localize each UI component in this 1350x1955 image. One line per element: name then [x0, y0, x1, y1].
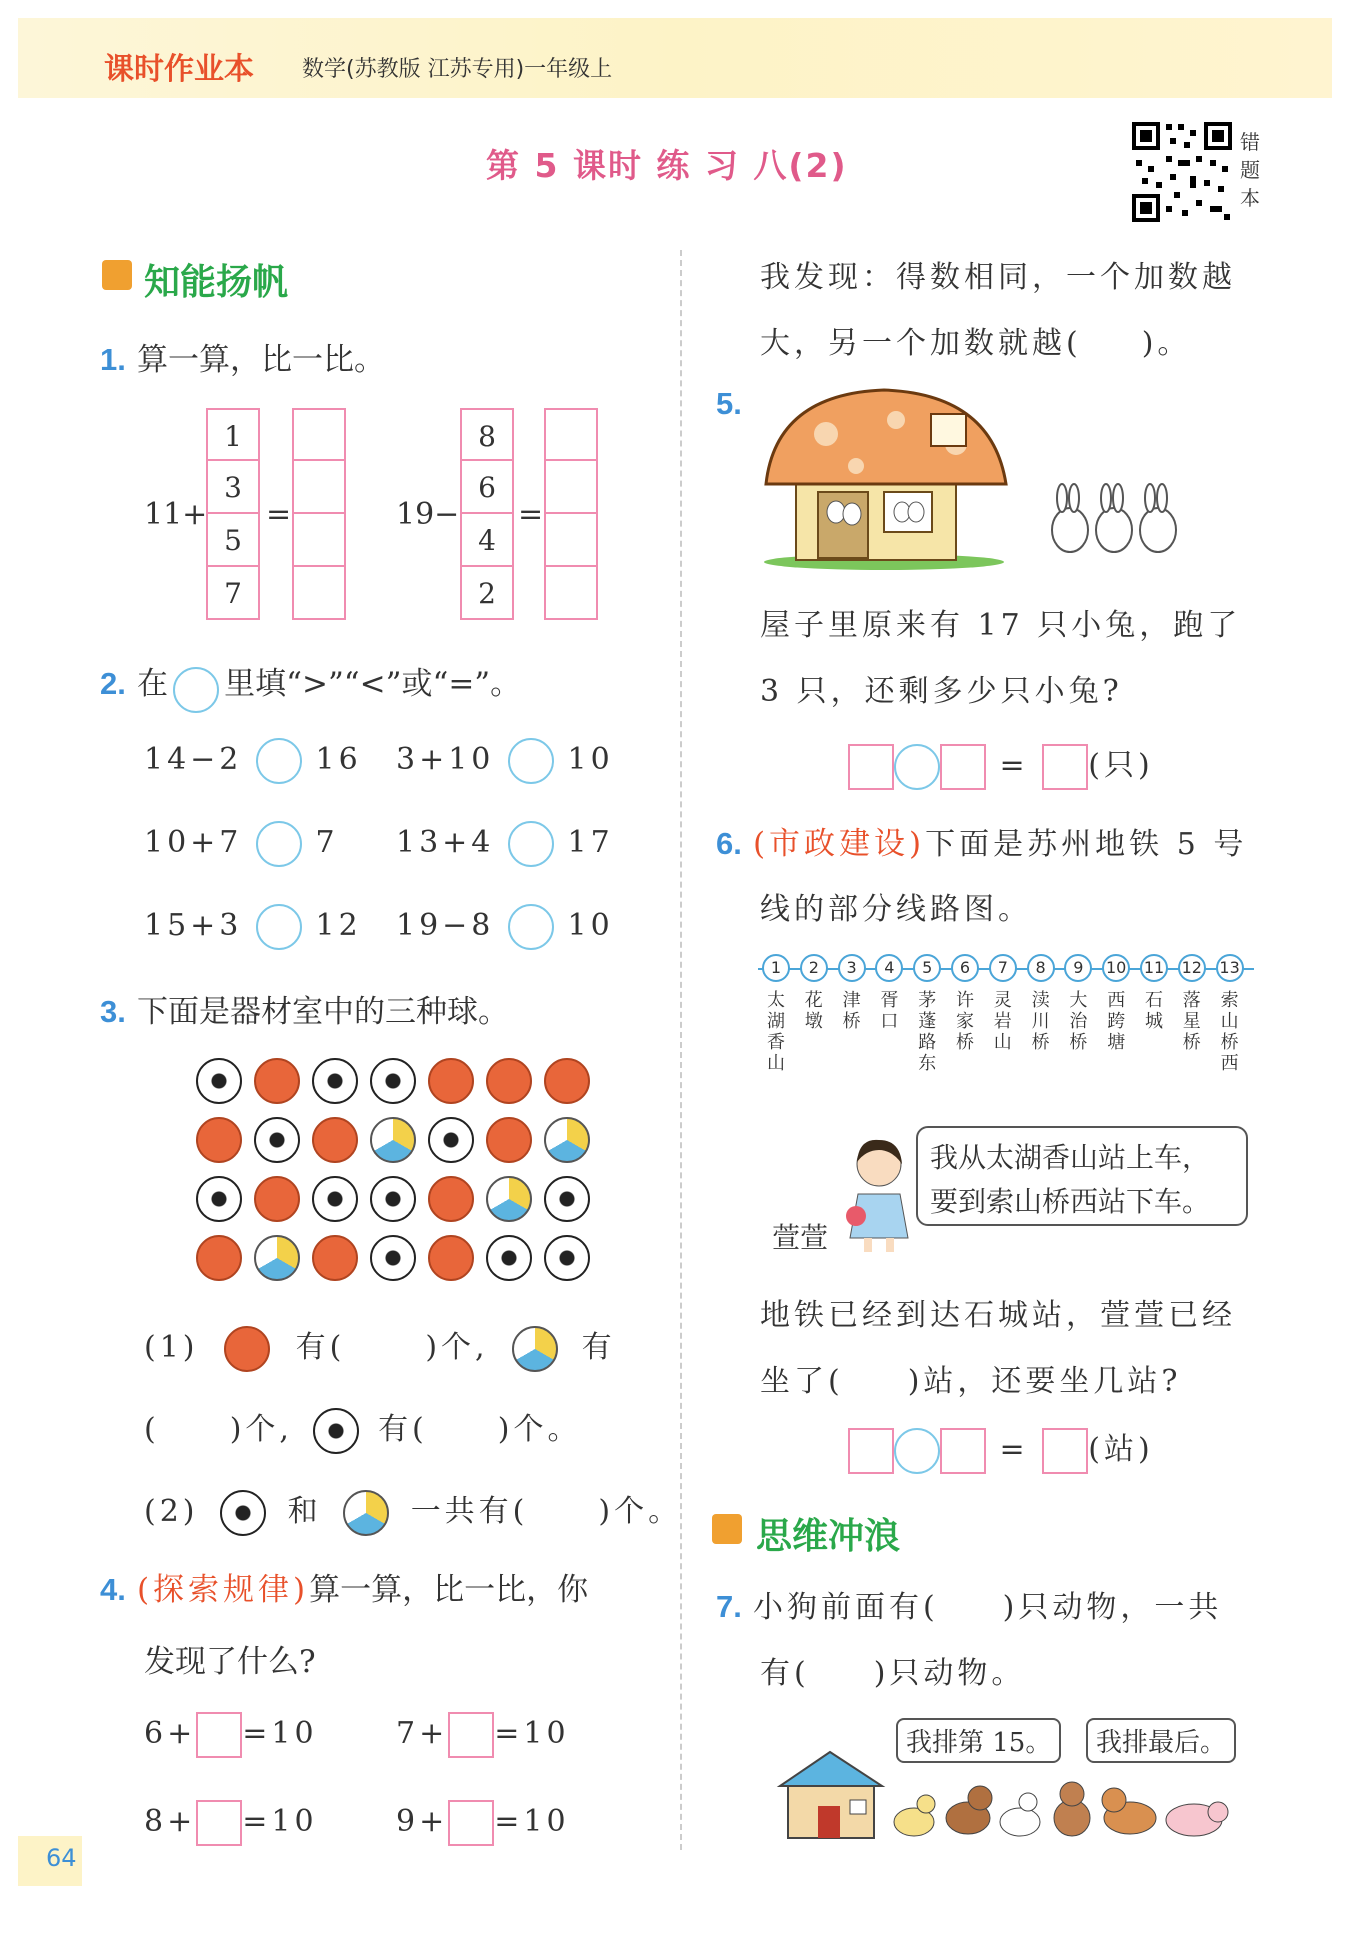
qr-label: 错题本: [1240, 130, 1260, 210]
volleyball-icon: [512, 1326, 558, 1372]
speech-line-1: 我从太湖香山站上车，: [930, 1141, 1211, 1174]
q4-finding-a: 我发现：得数相同，一个加数越: [760, 260, 1236, 295]
soccer-ball-icon: [312, 1058, 358, 1104]
header-subtitle: 数学(苏教版 江苏专用)一年级上: [302, 57, 613, 82]
ball-grid: [196, 1058, 596, 1298]
q4-answer-box[interactable]: [196, 1800, 242, 1846]
q3-p1-b: 有(: [295, 1330, 346, 1365]
q5-text-b: 3 只，还剩多少只小兔?: [760, 674, 1123, 709]
q2-item-right: 10: [567, 742, 614, 777]
q2-compare-circle[interactable]: [256, 738, 302, 784]
station-name: 许家桥: [956, 990, 974, 1053]
q7-prompt: [716, 1582, 1222, 1626]
q2-compare-circle[interactable]: [256, 904, 302, 950]
q2-compare-circle[interactable]: [508, 904, 554, 950]
basketball-icon: [224, 1326, 270, 1372]
soccer-ball-icon: [254, 1117, 300, 1163]
header-brand: 课时作业本: [104, 52, 254, 87]
station-number: 11: [1140, 954, 1168, 982]
station-number: 9: [1064, 954, 1092, 982]
q4-item: [396, 1800, 570, 1846]
q7-text-c: 有(: [760, 1656, 810, 1691]
q2-item-left: 15+3: [144, 908, 243, 943]
q6-equals: =: [999, 1432, 1029, 1467]
q4-item-b: =10: [242, 1804, 318, 1839]
animal-queue-illustration: [774, 1746, 1244, 1846]
q4-item-b: =10: [242, 1716, 318, 1751]
q5-text-a: 屋子里原来有 17 只小兔，跑了: [760, 608, 1242, 643]
q4-tag: (探索规律): [136, 1572, 310, 1608]
station-name: 大治桥: [1069, 990, 1088, 1053]
station-name: 西跨塘: [1107, 990, 1126, 1053]
q2-item-right: 10: [567, 908, 614, 943]
q3-p1-d: 有: [581, 1330, 616, 1365]
q6-text-e: )站，还要坐几站?: [907, 1364, 1182, 1399]
q1-right-value: 6: [460, 461, 514, 514]
station-number: 2: [800, 954, 828, 982]
metro-stations: [762, 954, 1252, 1104]
basketball-icon: [312, 1235, 358, 1281]
q6-text-c: 地铁已经到达石城站，萱萱已经: [760, 1298, 1236, 1333]
q4-item-a: 9+: [396, 1804, 449, 1839]
qr-code[interactable]: [1130, 120, 1234, 224]
q5-unit: (只): [1088, 748, 1154, 783]
q1-right-answer-column: [544, 408, 598, 620]
q2-item-left: 10+7: [144, 825, 243, 860]
q2-text-a: 在: [136, 666, 168, 702]
q2-text-b: 里填“>”“<”或“=”。: [224, 666, 522, 702]
q2-item-left: 19−8: [396, 908, 495, 943]
basketball-icon: [312, 1117, 358, 1163]
volleyball-icon: [544, 1117, 590, 1163]
q2-compare-circle[interactable]: [508, 821, 554, 867]
soccer-ball-icon: [196, 1058, 242, 1104]
q4-number: 4.: [100, 1572, 126, 1607]
station-number: 7: [989, 954, 1017, 982]
basketball-icon: [196, 1117, 242, 1163]
speech-line-2: 要到索山桥西站下车。: [930, 1185, 1211, 1218]
q4-answer-box[interactable]: [448, 1800, 494, 1846]
column-divider: [680, 250, 682, 1850]
q1-left-answer-column: [292, 408, 346, 620]
q6-text-a: 下面是苏州地铁 5 号: [925, 827, 1248, 862]
q1-right-base: 19−: [396, 497, 460, 532]
q5-equation: [848, 740, 1154, 790]
soccer-ball-icon: [370, 1235, 416, 1281]
station-name: 太湖香山: [767, 990, 785, 1074]
q2-item-right: 17: [567, 825, 614, 860]
station-name: 灵岩山: [993, 990, 1012, 1053]
q2-item-right: 7: [315, 825, 339, 860]
q2-item-right: 16: [315, 742, 362, 777]
q1-left-equals: =: [266, 497, 292, 532]
q1-answer-box[interactable]: [544, 514, 598, 567]
q2-item-left: 3+10: [396, 742, 495, 777]
station-name: 胥口: [880, 990, 899, 1032]
soccer-ball-icon: [220, 1490, 266, 1536]
basketball-icon: [428, 1235, 474, 1281]
q3-p2-c: 一共有(: [410, 1494, 529, 1529]
section-title-2: 思维冲浪: [756, 1516, 901, 1557]
q1-text: 算一算，比一比。: [136, 342, 385, 378]
soccer-ball-icon: [196, 1176, 242, 1222]
section-title-1: 知能扬帆: [144, 262, 289, 303]
q2-item-left: 14−2: [144, 742, 243, 777]
q5-answer-box[interactable]: [848, 744, 894, 790]
volleyball-icon: [343, 1490, 389, 1536]
q4-finding-line2: [760, 318, 1191, 362]
q4-item: [144, 1800, 318, 1846]
q2-item: [144, 738, 362, 784]
q1-right-value: 4: [460, 514, 514, 567]
q6-prompt: [716, 818, 1247, 863]
rabbits-illustration: [1042, 480, 1192, 570]
q3-p1-f: )个,: [229, 1412, 293, 1447]
q6-text-b: 线的部分线路图。: [760, 892, 1032, 927]
q2-item: [396, 904, 614, 950]
q4-answer-box[interactable]: [448, 1712, 494, 1758]
q1-right-equals: =: [518, 497, 544, 532]
station-name: 渎川桥: [1031, 990, 1050, 1053]
q3-p1-h: )个。: [497, 1412, 582, 1447]
station-name: 落星桥: [1182, 990, 1201, 1053]
q1-right-column: [460, 408, 514, 620]
station-number: 8: [1027, 954, 1055, 982]
q7-text-b: )只动物，一共: [1002, 1590, 1223, 1625]
station-number: 3: [838, 954, 866, 982]
q5-equals: =: [999, 748, 1029, 783]
q1-left-value: 3: [206, 461, 260, 514]
station-number: 12: [1178, 954, 1206, 982]
q1-answer-box[interactable]: [292, 514, 346, 567]
q2-item: [396, 738, 614, 784]
q3-prompt: [100, 986, 509, 1031]
basketball-icon: [428, 1058, 474, 1104]
basketball-icon: [254, 1058, 300, 1104]
q1-left-column: [206, 408, 260, 620]
q4-item: [144, 1712, 318, 1758]
q7-text-a: 小狗前面有(: [752, 1590, 939, 1625]
q2-compare-circle[interactable]: [508, 738, 554, 784]
station-number: 13: [1216, 954, 1244, 982]
soccer-ball-icon: [544, 1176, 590, 1222]
q3-p1-e: (: [144, 1412, 160, 1447]
q5-operator-circle[interactable]: [894, 744, 940, 790]
q7-number: 7.: [716, 1589, 742, 1624]
q2-item-right: 12: [315, 908, 362, 943]
q1-prompt: [100, 334, 385, 379]
q4-prompt: [100, 1564, 588, 1609]
q4-finding-c: )。: [1141, 326, 1192, 361]
page-number: 64: [46, 1844, 77, 1872]
q1-answer-box[interactable]: [544, 567, 598, 620]
volleyball-icon: [486, 1176, 532, 1222]
q3-p1-c: )个,: [425, 1330, 489, 1365]
q6-number: 6.: [716, 826, 742, 861]
q4-finding-b: 大，另一个加数就越(: [760, 326, 1082, 361]
mushroom-house-illustration: [756, 384, 1016, 574]
q5-answer-box[interactable]: [1042, 744, 1088, 790]
station-number: 4: [875, 954, 903, 982]
q6-text-line: [760, 1356, 1182, 1400]
q4-item-a: 6+: [144, 1716, 197, 1751]
q6-unit: (站): [1088, 1432, 1154, 1467]
station-name: 石城: [1145, 990, 1163, 1032]
soccer-ball-icon: [312, 1176, 358, 1222]
q1-left-base: 11+: [144, 497, 208, 532]
girl-illustration: [834, 1134, 924, 1254]
q3-part2-label: (2): [144, 1494, 199, 1529]
station-name: 津桥: [842, 990, 861, 1032]
q1-left-value: 5: [206, 514, 260, 567]
q4-text-b: 发现了什么?: [144, 1644, 316, 1680]
q1-left-value: 7: [206, 567, 260, 620]
q6-equation: [848, 1424, 1154, 1474]
lesson-title: 第 5 课时 练 习 八(2): [486, 146, 848, 185]
volleyball-icon: [254, 1235, 300, 1281]
soccer-ball-icon: [313, 1408, 359, 1454]
q1-answer-box[interactable]: [292, 567, 346, 620]
q2-sample-circle: [173, 667, 219, 713]
q4-item-a: 7+: [396, 1716, 449, 1751]
q4-item-a: 8+: [144, 1804, 197, 1839]
q2-number: 2.: [100, 666, 126, 701]
q2-item: [144, 904, 362, 950]
basketball-icon: [486, 1058, 532, 1104]
q1-right-value: 2: [460, 567, 514, 620]
volleyball-icon: [370, 1117, 416, 1163]
q3-p1-g: 有(: [378, 1412, 428, 1447]
q1-right-value: 8: [460, 408, 514, 461]
basketball-icon: [196, 1235, 242, 1281]
q2-item: [144, 821, 339, 867]
basketball-icon: [486, 1117, 532, 1163]
q6-operator-circle[interactable]: [894, 1428, 940, 1474]
q5-answer-box[interactable]: [940, 744, 986, 790]
q3-part2: [144, 1486, 682, 1536]
q5-number: 5.: [716, 386, 742, 421]
q4-item-b: =10: [494, 1716, 570, 1751]
station-name: 索山桥西: [1220, 990, 1239, 1074]
q4-item-b: =10: [494, 1804, 570, 1839]
soccer-ball-icon: [370, 1176, 416, 1222]
q3-text: 下面是器材室中的三种球。: [136, 994, 509, 1030]
speech-bubble: [916, 1126, 1248, 1226]
girl-name: 萱萱: [772, 1221, 829, 1254]
q6-tag: (市政建设): [752, 826, 926, 862]
q1-answer-box[interactable]: [292, 408, 346, 461]
q2-item: [396, 821, 614, 867]
q2-prompt: [100, 658, 521, 713]
soccer-ball-icon: [428, 1117, 474, 1163]
q1-left-value: 1: [206, 408, 260, 461]
basketball-icon: [254, 1176, 300, 1222]
q1-number: 1.: [100, 342, 126, 377]
station-number: 5: [913, 954, 941, 982]
q7-text-d: )只动物。: [873, 1656, 1026, 1691]
basketball-icon: [544, 1058, 590, 1104]
station-name: 花墩: [804, 990, 823, 1032]
station-number: 1: [762, 954, 790, 982]
soccer-ball-icon: [370, 1058, 416, 1104]
section-icon: [712, 1514, 742, 1544]
bubble-dog: 我排第 15。: [896, 1718, 1061, 1763]
q6-answer-box[interactable]: [1042, 1428, 1088, 1474]
q3-p2-d: )个。: [598, 1494, 683, 1529]
q6-text-d: 坐了(: [760, 1364, 844, 1399]
basketball-icon: [428, 1176, 474, 1222]
soccer-ball-icon: [544, 1235, 590, 1281]
q4-text-a: 算一算，比一比，你: [309, 1572, 589, 1608]
q3-number: 3.: [100, 994, 126, 1029]
q6-answer-box[interactable]: [848, 1428, 894, 1474]
q6-answer-box[interactable]: [940, 1428, 986, 1474]
bubble-pig: 我排最后。: [1086, 1718, 1236, 1763]
q4-item: [396, 1712, 570, 1758]
q3-part1-label: (1): [144, 1330, 199, 1365]
station-number: 10: [1102, 954, 1130, 982]
q3-part1-line1: [144, 1322, 616, 1372]
q3-part1-line2: [144, 1404, 582, 1454]
q1-answer-box[interactable]: [544, 461, 598, 514]
q7-line2: [760, 1648, 1025, 1692]
q1-answer-box[interactable]: [544, 408, 598, 461]
q2-item-left: 13+4: [396, 825, 495, 860]
soccer-ball-icon: [486, 1235, 532, 1281]
q4-answer-box[interactable]: [196, 1712, 242, 1758]
station-name: 茅蓬路东: [918, 990, 937, 1074]
q1-answer-box[interactable]: [292, 461, 346, 514]
station-number: 6: [951, 954, 979, 982]
section-icon: [102, 260, 132, 290]
q2-compare-circle[interactable]: [256, 821, 302, 867]
q3-p2-b: 和: [287, 1494, 322, 1529]
